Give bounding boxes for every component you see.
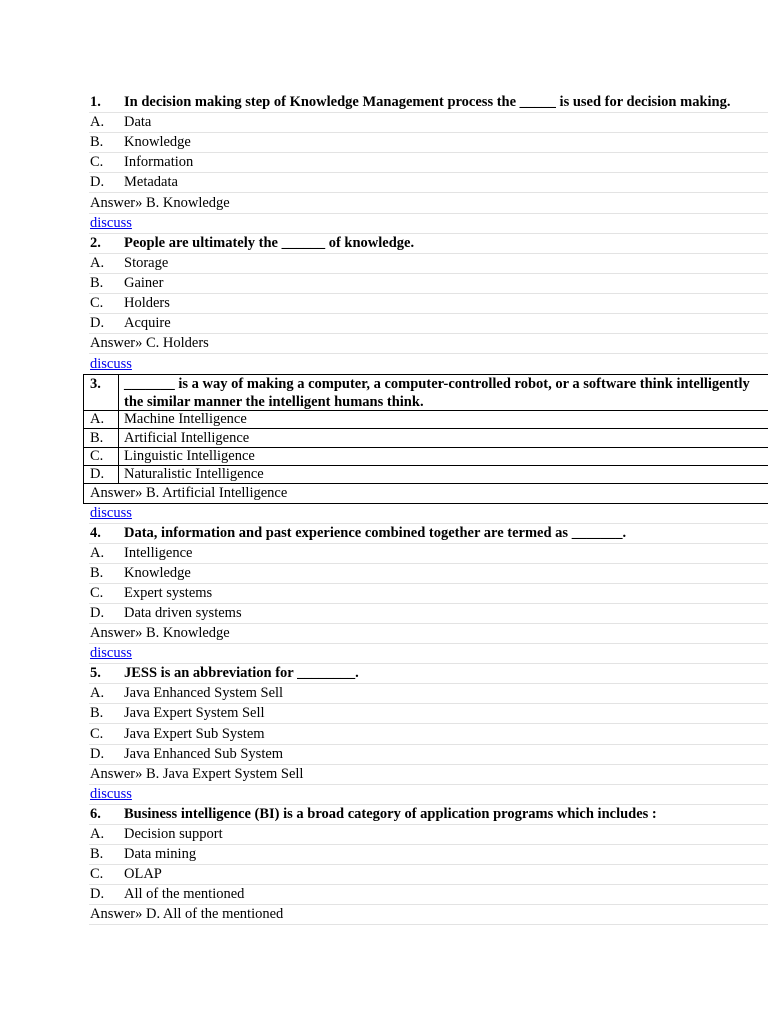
answer-row: Answer» B. Knowledge [89,624,768,644]
option-text: Data mining [124,845,197,862]
question-text: In decision making step of Knowledge Management process the _____ is used for decision making. [124,94,731,111]
discuss-row [89,504,768,524]
option-row [89,294,768,314]
option-text: Metadata [124,174,178,191]
answer-row: Answer» C. Holders [89,334,768,354]
option-label: D. [90,605,105,622]
question-block-5 [89,664,768,805]
question-text: Business intelligence (BI) is a broad category of application programs which includes : [124,805,657,822]
option-label: D. [84,466,119,483]
option-label: B. [84,429,119,446]
option-row [89,845,768,865]
question-text: Data, information and past experience combined together are termed as _______. [124,524,627,541]
option-text: Decision support [124,825,223,842]
question-block-4 [89,524,768,665]
question-row [89,664,768,684]
option-row [89,254,768,274]
option-row [84,411,768,429]
question-block-2 [89,234,768,375]
discuss-row [89,354,768,374]
option-row [89,724,768,744]
option-row [89,314,768,334]
discuss-link[interactable]: discuss [90,645,132,662]
option-text: Java Expert System Sell [124,705,265,722]
answer-row: Answer» B. Java Expert System Sell [89,765,768,785]
question-text-line: the similar manner the intelligent humans think. [124,394,424,411]
question-row [89,93,768,113]
question-row [84,375,768,411]
question-text: People are ultimately the ______ of knowledge. [124,234,415,251]
option-row [89,584,768,604]
option-text: Holders [124,294,170,311]
option-row [89,564,768,584]
option-label: A. [90,685,105,702]
option-text: Information [124,154,194,171]
option-text: Data driven systems [124,605,242,622]
discuss-row [89,785,768,805]
option-row [89,604,768,624]
option-label: C. [90,154,104,171]
option-text: Intelligence [124,544,193,561]
option-label: D. [90,745,105,762]
discuss-link[interactable]: discuss [90,785,132,802]
discuss-link[interactable]: discuss [90,355,132,372]
option-label: B. [90,705,104,722]
question-text [119,375,768,410]
option-label: C. [90,584,104,601]
option-text: All of the mentioned [124,886,245,903]
option-text: Artificial Intelligence [124,429,250,446]
option-row [89,133,768,153]
option-row [84,466,768,484]
question-number: 3. [84,375,119,410]
question-row [89,524,768,544]
discuss-row [89,214,768,234]
question-block-6 [89,805,768,926]
option-row [89,274,768,294]
option-text: Java Enhanced Sub System [124,745,284,762]
discuss-link[interactable]: discuss [90,214,132,231]
option-row [89,704,768,724]
option-text: Knowledge [124,564,191,581]
option-text: Java Expert Sub System [124,725,265,742]
option-label: C. [90,866,104,883]
discuss-row [89,644,768,664]
option-label: C. [90,294,104,311]
option-row [84,429,768,447]
option-label: D. [90,174,105,191]
answer-row: Answer» B. Artificial Intelligence [90,484,288,501]
option-label: A. [90,825,105,842]
option-row [89,684,768,704]
option-text: Machine Intelligence [124,411,247,428]
question-block-1 [89,93,768,234]
option-label: A. [90,544,105,561]
answer-row: Answer» B. Knowledge [89,193,768,213]
option-label: B. [90,564,104,581]
option-text: Java Enhanced System Sell [124,685,284,702]
option-text: Expert systems [124,584,213,601]
question-number: 5. [90,665,101,682]
option-text: Gainer [124,274,164,291]
option-row [89,153,768,173]
option-label: A. [90,114,105,131]
question-text: JESS is an abbreviation for ________. [124,665,359,682]
option-row [89,865,768,885]
option-label: B. [90,274,104,291]
option-row [89,745,768,765]
option-text: Acquire [124,314,171,331]
question-block-3 [83,374,768,503]
option-label: B. [90,134,104,151]
option-label: D. [90,886,105,903]
option-row [89,113,768,133]
option-text: Knowledge [124,134,191,151]
answer-row: Answer» D. All of the mentioned [89,905,768,925]
option-label: B. [90,845,104,862]
option-row [89,544,768,564]
option-label: A. [84,411,119,428]
option-row [89,885,768,905]
question-text-line: _______ is a way of making a computer, a computer-controlled robot, or a software think intelligently [124,376,750,393]
option-row [89,825,768,845]
option-label: A. [90,254,105,271]
discuss-link[interactable]: discuss [90,504,132,521]
option-label: D. [90,314,105,331]
question-row [89,234,768,254]
question-number: 1. [90,94,101,111]
option-label: C. [90,725,104,742]
question-number: 2. [90,234,101,251]
option-text: OLAP [124,866,162,883]
mcq-document [89,93,768,925]
question-number: 6. [90,805,101,822]
option-text: Storage [124,254,169,271]
option-label: C. [84,448,119,465]
option-text: Naturalistic Intelligence [124,466,264,483]
option-row [89,173,768,193]
option-row [84,448,768,466]
question-number: 4. [90,524,101,541]
question-row [89,805,768,825]
option-text: Data [124,114,152,131]
option-text: Linguistic Intelligence [124,447,255,464]
